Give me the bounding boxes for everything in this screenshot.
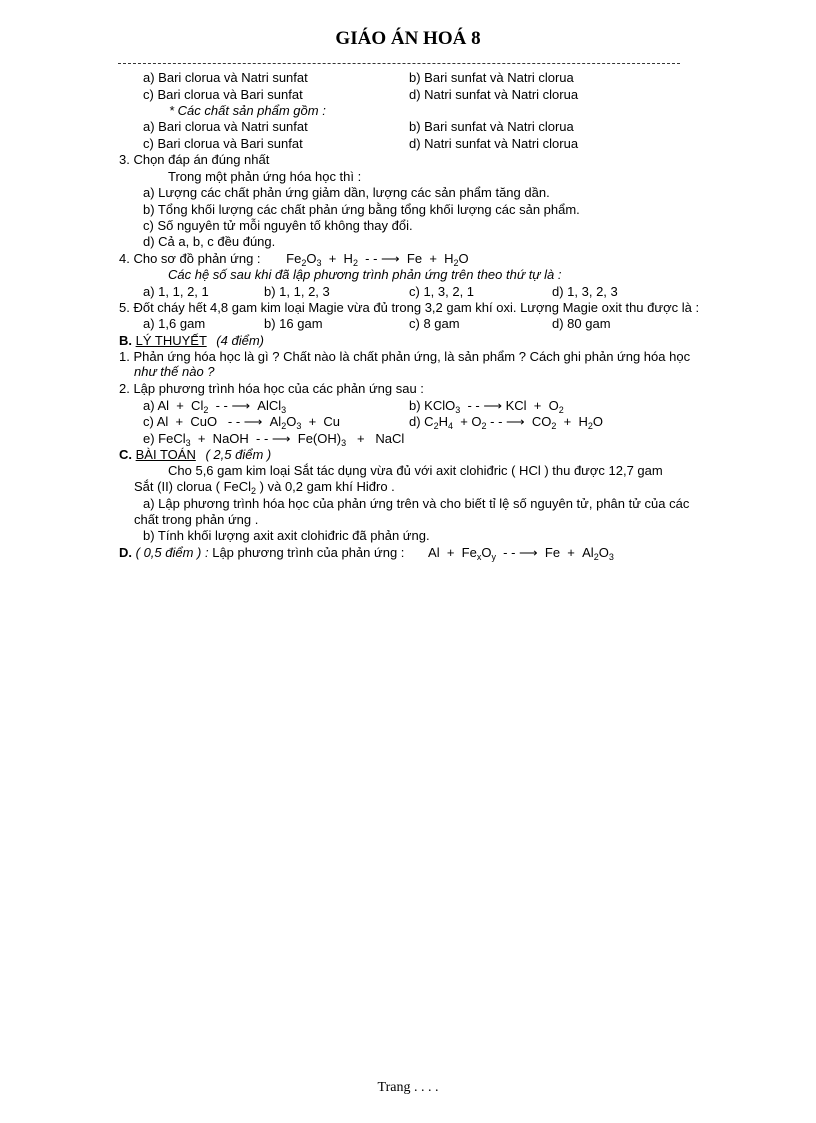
section-c-part-a-line2: chất trong phản ứng . <box>134 512 259 527</box>
q2-reactant-option-b: b) Bari sunfat và Natri clorua <box>409 70 574 85</box>
q3-option-c: c) Số nguyên tử mỗi nguyên tố không thay đổi. <box>143 218 413 233</box>
equation-e: e) FeCl$_3$ + NaOH - - ⟶ $Fe(OH)_3$ + NaCl <box>143 431 405 448</box>
page-footer: Trang . . . . <box>377 1080 439 1095</box>
section-d-equation: $Al + Fe_xO_y$ - - ⟶ $Fe + Al_2O_3$ <box>428 545 614 562</box>
section-d-letter: D. <box>119 545 132 560</box>
section-b-q1-line2: như thế nào ? <box>134 364 215 379</box>
section-c-heading <box>119 447 271 462</box>
section-d <box>119 545 614 560</box>
q3-option-a: a) Lượng các chất phản ứng giảm dần, lượng các sản phẩm tăng dần. <box>143 185 550 200</box>
section-b-q1-line1: 1. Phản ứng hóa học là gì ? Chất nào là chất phản ứng, là sản phẩm ? Cách ghi phản ứng hóa học <box>119 349 691 364</box>
q4-prompt <box>119 251 469 266</box>
section-d-points: ( 0,5 điểm ) : <box>135 545 209 560</box>
equation-d: d) $C_2H_4 + O_2$ - - ⟶ $CO_2 + H_2O$ <box>409 414 603 431</box>
header-divider <box>118 63 680 64</box>
q5-option-b: b) 16 gam <box>264 316 323 331</box>
section-c-part-b: b) Tính khối lượng axit axit clohiđric đã phản ứng. <box>143 528 430 543</box>
section-b-heading <box>119 333 264 348</box>
section-c-points: ( 2,5 điểm ) <box>205 447 272 462</box>
q3-option-b: b) Tổng khối lượng các chất phản ứng bằng tổng khối lượng các sản phẩm. <box>143 202 580 217</box>
section-b-points: (4 điểm) <box>216 333 264 348</box>
q2-reactant-option-a: a) Bari clorua và Natri sunfat <box>143 70 308 85</box>
q3-title: 3. Chọn đáp án đúng nhất <box>119 152 270 167</box>
section-d-text: Lập phương trình của phản ứng : <box>212 545 405 560</box>
equation-a: a) $Al + Cl_2$ - - ⟶ AlCl$_3$ <box>143 398 287 415</box>
q5-option-c: c) 8 gam <box>409 316 460 331</box>
section-c-line1: Cho 5,6 gam kim loại Sắt tác dụng vừa đủ với axit clohiđric ( HCl ) thu được 12,7 gam <box>168 463 663 478</box>
q4-option-a: a) 1, 1, 2, 1 <box>143 284 209 299</box>
equation-b: b) KClO$_3$ - - ⟶ KCl + $O_2$ <box>409 398 564 415</box>
q5-text: 5. Đốt cháy hết 4,8 gam kim loại Magie vừa đủ trong 3,2 gam khí oxi. Lượng Magie oxit thu được là : <box>119 300 700 315</box>
q2-product-option-d: d) Natri sunfat và Natri clorua <box>409 136 579 151</box>
q3-option-d: d) Cả a, b, c đều đúng. <box>143 234 276 249</box>
q4-option-d: d) 1, 3, 2, 3 <box>552 284 618 299</box>
section-c-part-a-line1: a) Lập phương trình hóa học của phản ứng trên và cho biết tỉ lệ số nguyên tử, phân tử của các <box>143 496 690 511</box>
q4-option-c: c) 1, 3, 2, 1 <box>409 284 475 299</box>
q2-product-option-c: c) Bari clorua và Bari sunfat <box>143 136 303 151</box>
q2-product-option-b: b) Bari sunfat và Natri clorua <box>409 119 574 134</box>
q3-stem: Trong một phản ứng hóa học thì : <box>168 169 362 184</box>
section-c-line2-start: Sắt (II) clorua ( FeCl <box>134 479 252 494</box>
section-c-title: BÀI TOÁN <box>135 447 196 462</box>
q2-product-option-a: a) Bari clorua và Natri sunfat <box>143 119 308 134</box>
q2-products-label: * Các chất sản phẩm gồm : <box>169 103 326 118</box>
q5-option-a: a) 1,6 gam <box>143 316 206 331</box>
section-c-letter: C. <box>119 447 132 462</box>
q5-option-d: d) 80 gam <box>552 316 611 331</box>
q4-equation: $Fe_2O_3 + H_2$ - - ⟶ $Fe + H_2O$ <box>286 251 469 268</box>
q2-reactant-option-c: c) Bari clorua và Bari sunfat <box>143 87 303 102</box>
section-c-line2-end: ) và 0,2 gam khí Hiđro . <box>256 479 395 494</box>
equation-c: c) Al + CuO - - ⟶ $Al_2O_3 + Cu$ <box>143 414 341 431</box>
q4-instruction: Các hệ số sau khi đã lập phương trình phản ứng trên theo thứ tự là : <box>168 267 562 282</box>
q4-option-b: b) 1, 1, 2, 3 <box>264 284 330 299</box>
page-title: GIÁO ÁN HOÁ 8 <box>335 28 481 49</box>
q2-reactant-option-d: d) Natri sunfat và Natri clorua <box>409 87 579 102</box>
section-b-letter: B. <box>119 333 132 348</box>
q4-prefix: 4. Cho sơ đồ phản ứng : <box>119 251 261 266</box>
section-b-q2-title: 2. Lập phương trình hóa học của các phản ứng sau : <box>119 381 424 396</box>
section-b-title: LÝ THUYẾT <box>135 333 207 348</box>
section-c-line2: Sắt (II) clorua ( FeCl$_2$ ) và 0,2 gam khí Hiđro . <box>134 479 395 496</box>
